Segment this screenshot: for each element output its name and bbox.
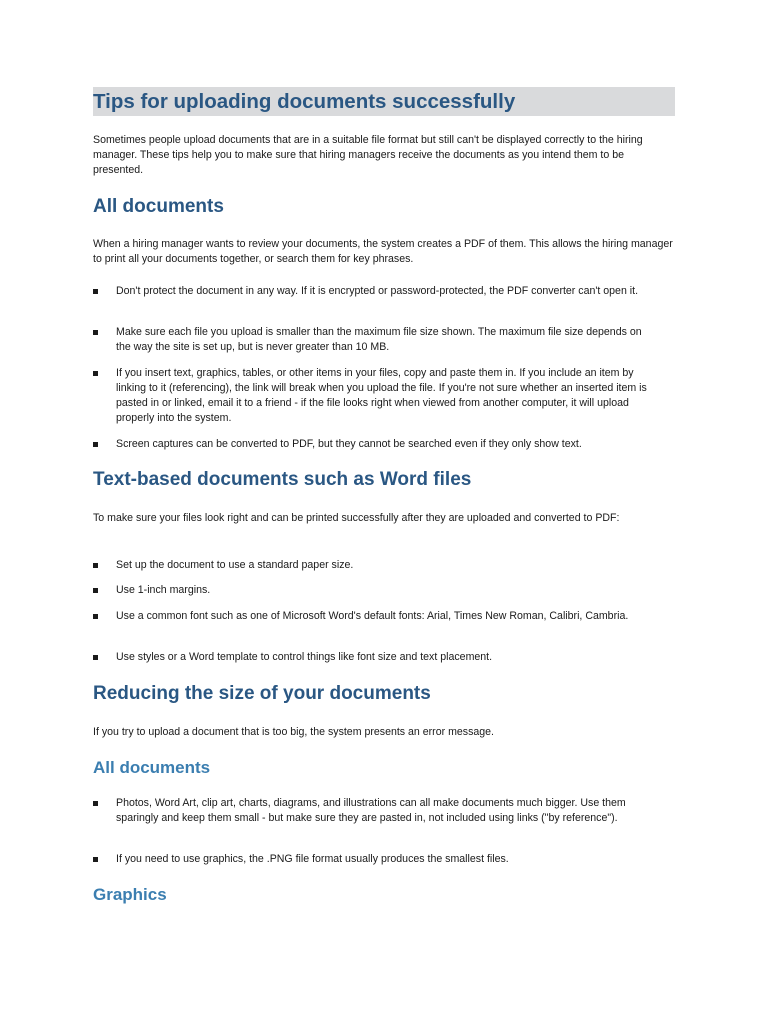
list-item-text: Use styles or a Word template to control things like font size and text placement. [116,651,493,663]
bullet-marker [93,371,98,376]
heading-text-based-documents: Text-based documents such as Word files [93,469,472,490]
list-item-text: If you need to use graphics, the .PNG file format usually produces the smallest files. [116,853,509,865]
page-title: Tips for uploading documents successfully [93,90,516,113]
bullet-marker [93,330,98,335]
list-item-text: Make sure each file you upload is smaller than the maximum file size shown. The maximum file size depends on the way the site is set up, but is never greater than 10 MB. [116,326,642,353]
bullet-marker [93,289,98,294]
list-item-text: If you insert text, graphics, tables, or other items in your files, copy and paste them in. If you include an item by linking to it (referencing), the link will break when you upload the file. If you're not sure whether an inserted item is pasted in or linked, email it to a friend - if the file looks right when viewed from another computer, it will upload properly into the system. [116,367,647,424]
list-item-text: Don't protect the document in any way. If it is encrypted or password-protected, the PDF converter can't open it. [116,285,639,297]
bullet-marker [93,563,98,568]
all-documents-paragraph: When a hiring manager wants to review your documents, the system creates a PDF of them. This allows the hiring manager to print all your documents together, or search them for key phrases. [93,238,673,265]
subheading-graphics: Graphics [93,885,167,904]
bullet-marker [93,857,98,862]
bullet-marker [93,801,98,806]
reducing-size-paragraph: If you try to upload a document that is too big, the system presents an error message. [93,726,495,738]
bullet-marker [93,588,98,593]
bullet-marker [93,614,98,619]
list-item-text: Set up the document to use a standard paper size. [116,559,354,571]
heading-all-documents: All documents [93,196,224,217]
intro-paragraph: Sometimes people upload documents that are in a suitable file format but still can't be displayed correctly to the hiring manager. These tips help you to make sure that hiring managers receive the documents as you intend them to be presented. [93,134,643,176]
list-item-text: Use 1-inch margins. [116,584,211,596]
heading-reducing-size: Reducing the size of your documents [93,683,431,704]
bullet-marker [93,442,98,447]
subheading-all-documents: All documents [93,758,211,777]
text-based-paragraph: To make sure your files look right and can be printed successfully after they are uploaded and converted to PDF: [93,512,620,524]
list-item-text: Screen captures can be converted to PDF, but they cannot be searched even if they only show text. [116,438,582,450]
bullet-marker [93,655,98,660]
list-item-text: Use a common font such as one of Microsoft Word's default fonts: Arial, Times New Roman, Calibri, Cambria. [116,610,629,622]
list-item-text: Photos, Word Art, clip art, charts, diagrams, and illustrations can all make documents much bigger. Use them sparingly and keep them small - but make sure they are pasted in, not included using links ("by reference"). [116,797,626,824]
